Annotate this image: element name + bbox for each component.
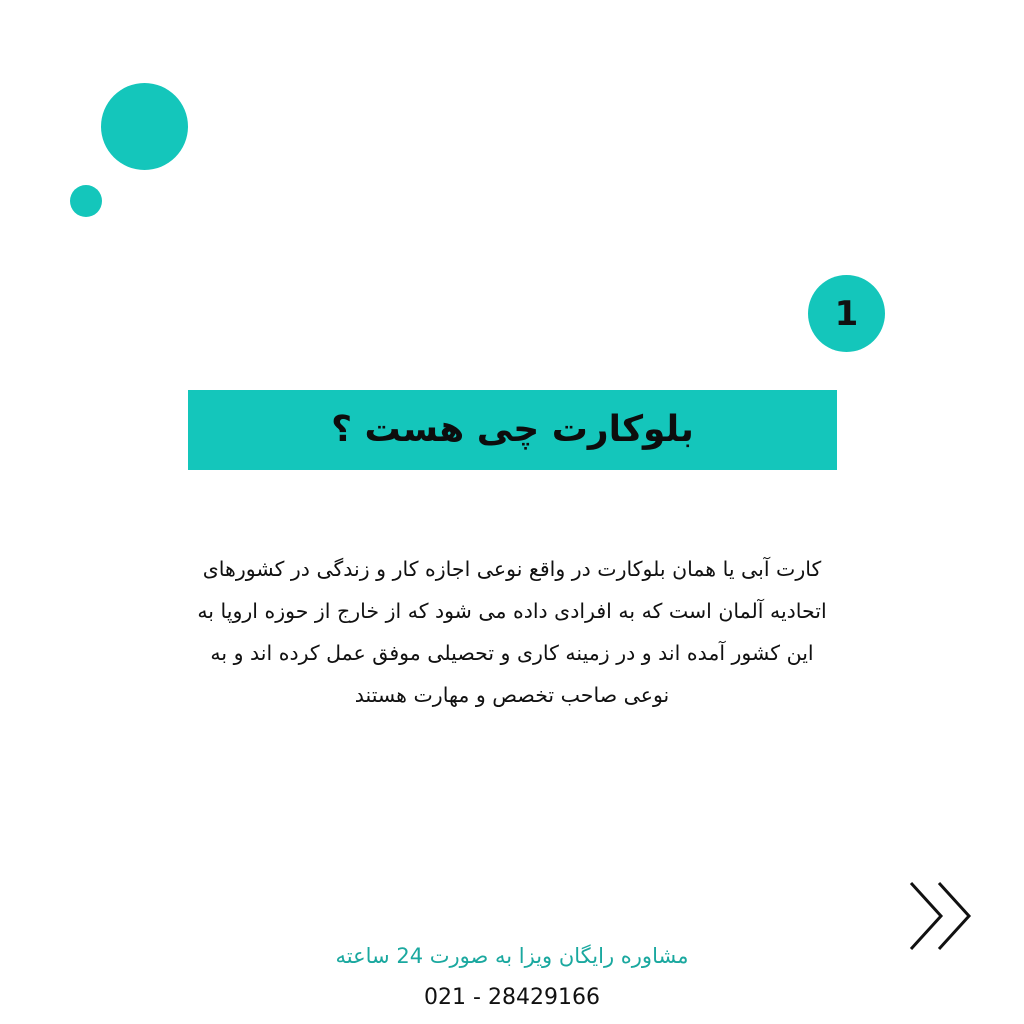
body-line: کارت آبی یا همان بلوکارت در واقع نوعی اجازه کار و زندگی در کشورهای [202,557,822,581]
body-line: نوعی صاحب تخصص و مهارت هستند [354,683,670,707]
step-number: 1 [834,293,859,334]
free-consultation-text: مشاوره رایگان ویزا به صورت 24 ساعته [335,944,689,968]
body-line: اتحادیه آلمان است که به افرادی داده می شود که از خارج از حوزه اروپا به [197,599,827,623]
title-banner [188,390,837,470]
phone-number[interactable]: 021 - 28429166 [424,985,600,1010]
decorative-circle-small [70,185,102,217]
decorative-circle-large [101,83,188,170]
double-chevron-right-icon[interactable] [908,880,974,952]
step-number-badge [808,275,885,352]
body-paragraph [150,548,874,716]
page-title: بلوکارت چی هست ؟ [331,409,694,450]
body-line: این کشور آمده اند و در زمینه کاری و تحصیلی موفق عمل کرده اند و به [210,641,814,665]
